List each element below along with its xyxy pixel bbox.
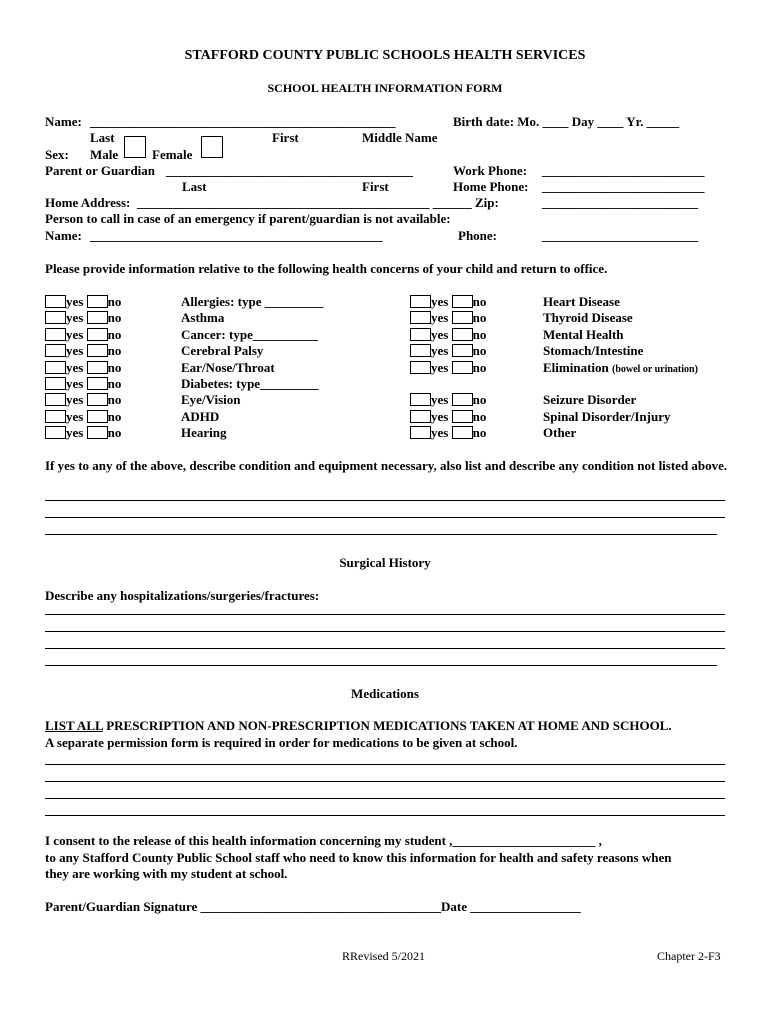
yes-label: yes bbox=[66, 409, 84, 424]
yes-checkbox[interactable] bbox=[410, 410, 431, 423]
concern-row-right bbox=[410, 409, 671, 425]
emergency-phone-label: Phone: bbox=[458, 228, 497, 243]
yes-label: yes bbox=[431, 310, 449, 325]
last-name-caption: Last bbox=[90, 130, 115, 145]
sex-label: Sex: bbox=[45, 147, 69, 162]
surgical-heading: Surgical History bbox=[339, 555, 431, 570]
guardian-label: Parent or Guardian bbox=[45, 163, 156, 178]
surgical-line-4[interactable] bbox=[45, 665, 717, 666]
no-checkbox[interactable] bbox=[87, 377, 108, 390]
no-checkbox[interactable] bbox=[452, 295, 473, 308]
first-name-caption: First bbox=[272, 130, 299, 145]
female-label: Female bbox=[152, 147, 193, 162]
consent-line-1: I consent to the release of this health information concerning my student ,______________________ , bbox=[45, 833, 602, 848]
condition-label: Heart Disease bbox=[543, 294, 620, 309]
yes-label: yes bbox=[66, 360, 84, 375]
male-label: Male bbox=[90, 147, 119, 162]
no-label: no bbox=[107, 327, 122, 342]
medications-instruction bbox=[45, 718, 672, 734]
concern-row-left bbox=[45, 310, 225, 326]
yes-label: yes bbox=[431, 294, 449, 309]
condition-label: Elimination (bowel or urination) bbox=[543, 360, 698, 375]
yes-checkbox[interactable] bbox=[410, 295, 431, 308]
yes-checkbox[interactable] bbox=[410, 344, 431, 357]
yes-label: yes bbox=[431, 343, 449, 358]
condition-label: Eye/Vision bbox=[181, 392, 241, 407]
concern-row-right bbox=[410, 425, 577, 441]
no-label: no bbox=[107, 360, 122, 375]
condition-label: Allergies: type _________ bbox=[181, 294, 324, 309]
no-label: no bbox=[107, 294, 122, 309]
yes-label: yes bbox=[66, 310, 84, 325]
yes-checkbox[interactable] bbox=[45, 410, 66, 423]
work-phone-field[interactable]: _________________________ bbox=[542, 163, 705, 178]
yes-label: yes bbox=[66, 425, 84, 440]
yes-label: yes bbox=[431, 392, 449, 407]
medications-line-3[interactable] bbox=[45, 798, 725, 799]
address-field[interactable]: _____________________________________________ ______ Zip: bbox=[137, 195, 499, 210]
name-field[interactable]: _______________________________________________ bbox=[90, 114, 396, 129]
no-checkbox[interactable] bbox=[87, 328, 108, 341]
no-label: no bbox=[472, 294, 487, 309]
signature-field[interactable]: Parent/Guardian Signature _____________________________________Date _________________ bbox=[45, 899, 581, 914]
no-checkbox[interactable] bbox=[452, 311, 473, 324]
yes-label: yes bbox=[431, 360, 449, 375]
emergency-label: Person to call in case of an emergency if parent/guardian is not available: bbox=[45, 211, 451, 226]
condition-label: Asthma bbox=[181, 310, 225, 325]
yes-checkbox[interactable] bbox=[45, 311, 66, 324]
emergency-phone-field[interactable]: ________________________ bbox=[542, 228, 698, 243]
yes-checkbox[interactable] bbox=[410, 311, 431, 324]
male-checkbox[interactable] bbox=[124, 136, 146, 159]
yes-checkbox[interactable] bbox=[45, 377, 66, 390]
no-checkbox[interactable] bbox=[452, 361, 473, 374]
concern-row-left bbox=[45, 392, 241, 408]
no-label: no bbox=[472, 360, 487, 375]
emergency-name-label: Name: bbox=[45, 228, 82, 243]
medications-line-2[interactable] bbox=[45, 781, 725, 782]
work-phone-label: Work Phone: bbox=[453, 163, 528, 178]
describe-instructions: If yes to any of the above, describe condition and equipment necessary, also list and describe any condition not listed above. bbox=[45, 458, 728, 473]
middle-name-caption: Middle Name bbox=[362, 130, 438, 145]
no-checkbox[interactable] bbox=[452, 344, 473, 357]
medications-instruction-text: PRESCRIPTION AND NON-PRESCRIPTION MEDICATIONS TAKEN AT HOME AND SCHOOL. bbox=[102, 718, 672, 733]
yes-label: yes bbox=[431, 409, 449, 424]
no-label: no bbox=[107, 376, 122, 391]
no-label: no bbox=[472, 310, 487, 325]
no-checkbox[interactable] bbox=[87, 295, 108, 308]
concern-row-left bbox=[45, 294, 324, 310]
no-checkbox[interactable] bbox=[452, 410, 473, 423]
chapter-label: Chapter 2-F3 bbox=[657, 949, 721, 963]
yes-label: yes bbox=[66, 376, 84, 391]
yes-checkbox[interactable] bbox=[410, 361, 431, 374]
list-all-text: LIST ALL bbox=[45, 718, 103, 733]
no-label: no bbox=[472, 409, 487, 424]
yes-checkbox[interactable] bbox=[45, 328, 66, 341]
concern-row-left bbox=[45, 425, 227, 441]
yes-checkbox[interactable] bbox=[45, 344, 66, 357]
concern-row-right bbox=[410, 343, 644, 359]
surgical-line-2[interactable] bbox=[45, 631, 725, 632]
concern-row-left bbox=[45, 327, 318, 343]
concern-row-right bbox=[410, 392, 637, 408]
concern-row-left bbox=[45, 360, 275, 376]
condition-label: Hearing bbox=[181, 425, 227, 440]
condition-label: Thyroid Disease bbox=[543, 310, 633, 325]
form-title: STAFFORD COUNTY PUBLIC SCHOOLS HEALTH SERVICES bbox=[184, 48, 586, 63]
no-checkbox[interactable] bbox=[87, 311, 108, 324]
no-checkbox[interactable] bbox=[452, 426, 473, 439]
concern-row-left bbox=[45, 376, 319, 392]
no-label: no bbox=[472, 327, 487, 342]
yes-checkbox[interactable] bbox=[410, 393, 431, 406]
no-label: no bbox=[107, 343, 122, 358]
no-label: no bbox=[107, 409, 122, 424]
condition-label: Other bbox=[543, 425, 577, 440]
home-phone-field[interactable]: _________________________ bbox=[542, 179, 705, 194]
guardian-last-caption: Last bbox=[182, 179, 207, 194]
yes-checkbox[interactable] bbox=[45, 295, 66, 308]
yes-label: yes bbox=[66, 392, 84, 407]
no-label: no bbox=[472, 343, 487, 358]
yes-checkbox[interactable] bbox=[410, 426, 431, 439]
concern-row-right bbox=[410, 360, 698, 376]
no-label: no bbox=[107, 392, 122, 407]
concern-row-left bbox=[45, 343, 264, 359]
surgical-line-3[interactable] bbox=[45, 648, 725, 649]
condition-label: Seizure Disorder bbox=[543, 392, 637, 407]
describe-line-1[interactable] bbox=[45, 500, 725, 501]
yes-checkbox[interactable] bbox=[45, 361, 66, 374]
guardian-first-caption: First bbox=[362, 179, 389, 194]
no-checkbox[interactable] bbox=[87, 393, 108, 406]
yes-checkbox[interactable] bbox=[45, 393, 66, 406]
no-checkbox[interactable] bbox=[87, 344, 108, 357]
no-checkbox[interactable] bbox=[87, 361, 108, 374]
yes-label: yes bbox=[431, 327, 449, 342]
no-label: no bbox=[472, 425, 487, 440]
consent-line-3: they are working with my student at school. bbox=[45, 866, 288, 881]
condition-label: Diabetes: type_________ bbox=[181, 376, 319, 391]
medications-permission: A separate permission form is required in order for medications to be given at school. bbox=[45, 735, 518, 750]
home-phone-label: Home Phone: bbox=[453, 179, 529, 194]
zip-field[interactable]: ________________________ bbox=[542, 195, 698, 210]
condition-label: Spinal Disorder/Injury bbox=[543, 409, 671, 424]
medications-line-1[interactable] bbox=[45, 764, 725, 765]
condition-label: Cerebral Palsy bbox=[181, 343, 264, 358]
no-label: no bbox=[107, 310, 122, 325]
condition-label: Cancer: type__________ bbox=[181, 327, 318, 342]
no-label: no bbox=[107, 425, 122, 440]
no-checkbox[interactable] bbox=[452, 328, 473, 341]
describe-line-3[interactable] bbox=[45, 534, 717, 535]
emergency-name-field[interactable]: _____________________________________________ bbox=[90, 228, 383, 243]
no-checkbox[interactable] bbox=[87, 426, 108, 439]
female-checkbox[interactable] bbox=[201, 136, 223, 159]
yes-label: yes bbox=[66, 294, 84, 309]
revised-date: RRevised 5/2021 bbox=[342, 949, 425, 963]
condition-label: Mental Health bbox=[543, 327, 624, 342]
surgical-line-1[interactable] bbox=[45, 614, 725, 615]
concern-row-right bbox=[410, 294, 620, 310]
no-checkbox[interactable] bbox=[452, 393, 473, 406]
yes-label: yes bbox=[66, 343, 84, 358]
yes-label: yes bbox=[431, 425, 449, 440]
no-checkbox[interactable] bbox=[87, 410, 108, 423]
yes-checkbox[interactable] bbox=[45, 426, 66, 439]
name-label: Name: bbox=[45, 114, 82, 129]
surgical-prompt: Describe any hospitalizations/surgeries/fractures: bbox=[45, 588, 320, 603]
yes-checkbox[interactable] bbox=[410, 328, 431, 341]
concern-row-right bbox=[410, 310, 633, 326]
form-subtitle: SCHOOL HEALTH INFORMATION FORM bbox=[267, 81, 503, 95]
condition-label: Ear/Nose/Throat bbox=[181, 360, 275, 375]
describe-line-2[interactable] bbox=[45, 517, 725, 518]
concern-row-right bbox=[410, 327, 624, 343]
consent-line-2: to any Stafford County Public School staff who need to know this information for health and safety reasons when bbox=[45, 850, 672, 865]
elimination-note: (bowel or urination) bbox=[612, 364, 698, 375]
concern-row-left bbox=[45, 409, 220, 425]
condition-label: Stomach/Intestine bbox=[543, 343, 644, 358]
medications-heading: Medications bbox=[351, 686, 419, 701]
birth-date-field[interactable]: Birth date: Mo. ____ Day ____ Yr. _____ bbox=[453, 114, 680, 129]
no-label: no bbox=[472, 392, 487, 407]
concerns-intro: Please provide information relative to the following health concerns of your child and return to office. bbox=[45, 261, 608, 276]
guardian-field[interactable]: ______________________________________ bbox=[166, 163, 413, 178]
condition-label: ADHD bbox=[181, 409, 220, 424]
address-label: Home Address: bbox=[45, 195, 131, 210]
medications-line-4[interactable] bbox=[45, 815, 725, 816]
yes-label: yes bbox=[66, 327, 84, 342]
